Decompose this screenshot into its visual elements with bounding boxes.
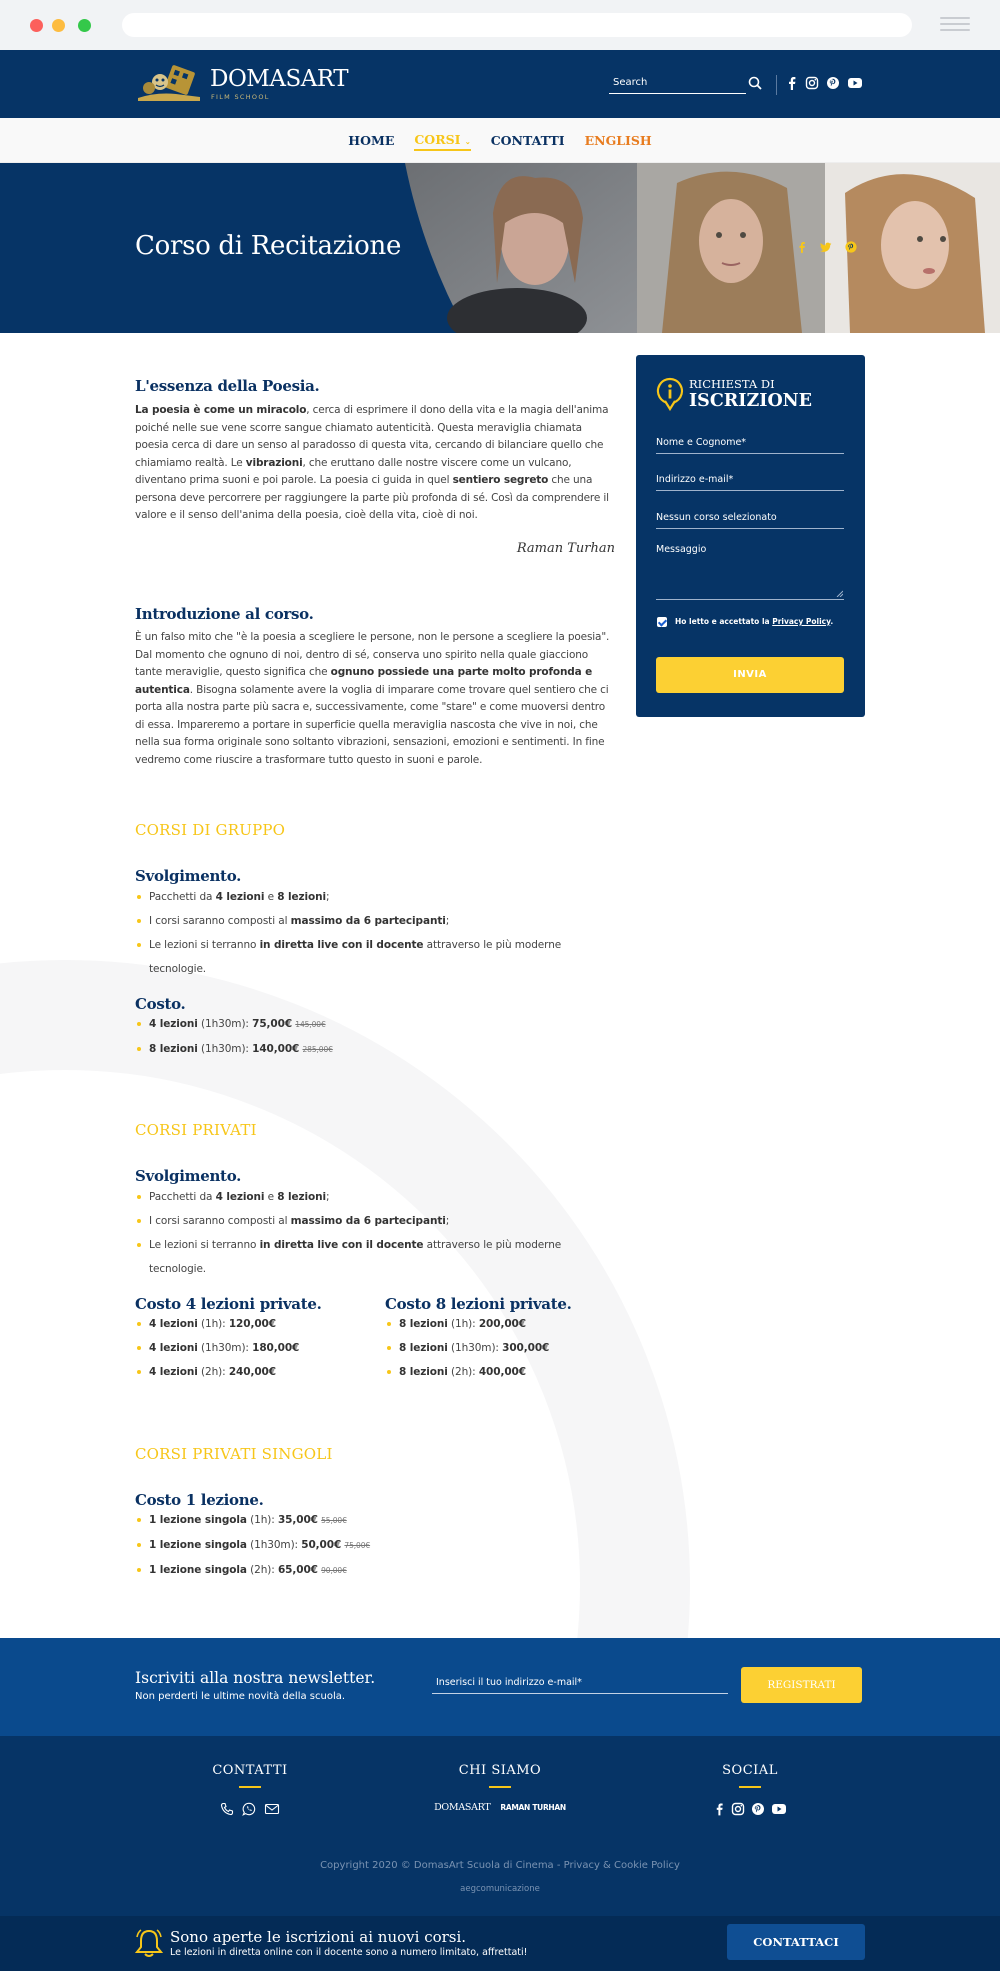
bold-text: ognuno possiede una parte molto profonda e autentica: [135, 666, 593, 696]
price-item: 1 lezione singola (1h): 35,00€ 55,00€: [135, 1508, 615, 1533]
maximize-window-dot[interactable]: [78, 19, 91, 32]
text: È un falso mito che "è la poesia a scegliere le persone, non le persone a scegliere la poesia". Dal momento che ognuno di noi, dentro di sé, conserva uno spirito nella quale giacciono tante meraviglie, questo significa che: [135, 631, 610, 678]
main-nav: [0, 118, 1000, 163]
credit-link[interactable]: aegcomunicazione: [460, 1884, 540, 1894]
newsletter-subtitle: Non perderti le ultime novità della scuola.: [135, 1691, 346, 1702]
bold-text: La poesia è come un miracolo: [135, 404, 307, 416]
heading-underline: [739, 1786, 761, 1788]
svolgimento-heading: Svolgimento.: [135, 867, 242, 885]
pinterest-icon[interactable]: [845, 241, 857, 253]
logo-subtitle: FILM SCHOOL: [211, 93, 270, 101]
form-title-small: RICHIESTA DI: [689, 377, 775, 391]
footer-heading: CONTATTI: [212, 1763, 288, 1778]
price-item: 1 lezione singola (1h30m): 50,00€ 75,00€: [135, 1533, 615, 1558]
text: , cerca di esprimere il dono della vita e la magia dell'anima poiché nelle sue vene scorre sangue chiamato autenticità. Questa meraviglia chiamata poesia cerca di dare un senso al paradosso di questa vita, cercando di bilanciare quello che chiamiamo realtà. Le: [135, 404, 609, 469]
list-item: Pacchetti da 4 lezioni e 8 lezioni;: [135, 885, 615, 909]
privacy-policy-link[interactable]: Privacy Policy: [772, 617, 831, 626]
single-prices-list: [135, 1508, 615, 1583]
hero-photo-1: [405, 163, 637, 333]
nav-item-english[interactable]: ENGLISH: [584, 133, 652, 148]
search-input[interactable]: Search: [609, 74, 746, 94]
privacy-label: [675, 617, 833, 626]
footer: [0, 1736, 1000, 1916]
hero-share: [797, 241, 857, 253]
section-heading: L'essenza della Poesia.: [135, 377, 320, 395]
submit-button[interactable]: INVIA: [656, 657, 844, 693]
nav-item-contatti[interactable]: CONTATTI: [490, 133, 565, 148]
minimize-window-dot[interactable]: [52, 19, 65, 32]
poetry-paragraph: [135, 402, 615, 525]
hero-banner: [0, 163, 1000, 333]
privacy-text: Ho letto e accettato la: [675, 617, 773, 626]
signature: Raman Turhan: [516, 540, 615, 556]
chevron-down-icon: ⌄: [464, 137, 471, 146]
name-field[interactable]: Nome e Cognome*: [656, 437, 844, 454]
bold-text: sentiero segreto: [452, 474, 549, 486]
price-item: 1 lezione singola (2h): 65,00€ 90,00€: [135, 1558, 615, 1583]
cta-subtitle: Le lezioni in diretta online con il docente sono a numero limitato, affrettati!: [170, 1947, 528, 1958]
footer-contatti: [150, 1763, 350, 1816]
price-item: 8 lezioni (1h30m): 140,00€ 285,00€: [135, 1037, 615, 1062]
message-field[interactable]: [656, 544, 844, 600]
address-bar[interactable]: [122, 13, 912, 37]
price-item: 8 lezioni (2h): 400,00€: [385, 1360, 615, 1384]
close-window-dot[interactable]: [30, 19, 43, 32]
section-heading: Introduzione al corso.: [135, 605, 314, 623]
course-select[interactable]: Nessun corso selezionato: [656, 512, 844, 529]
list-item: I corsi saranno composti al massimo da 6 partecipanti;: [135, 1209, 615, 1233]
costo-8-heading: Costo 8 lezioni private.: [385, 1295, 572, 1313]
private-details-list: [135, 1185, 615, 1281]
bold-text: vibrazioni: [245, 456, 303, 469]
heading-underline: [489, 1786, 511, 1788]
newsletter-title: Iscriviti alla nostra newsletter.: [135, 1669, 376, 1687]
price-item: 4 lezioni (1h30m): 180,00€: [135, 1336, 375, 1360]
raman-turhan-brand-link[interactable]: RAMAN TURHAN: [500, 1803, 566, 1812]
phone-icon[interactable]: [220, 1802, 234, 1816]
email-field[interactable]: Indirizzo e-mail*: [656, 474, 844, 491]
group-details-list: [135, 885, 615, 981]
page: [0, 50, 1000, 1971]
hero-photos: [405, 163, 1000, 333]
footer-chi-siamo: [400, 1763, 600, 1813]
price-item: 4 lezioni (1h30m): 75,00€ 145,00€: [135, 1012, 615, 1037]
text: che una persona deve percorrere per raggiungere la parte più profonda di sé. Così da comprendere il valore e il senso dell'anima della poesia, cioè della vita, cioè di noi.: [135, 474, 609, 521]
list-item: Le lezioni si terranno in diretta live con il docente attraverso le più moderne tecnologie.: [135, 1233, 615, 1281]
price-item: 8 lezioni (1h): 200,00€: [385, 1312, 615, 1336]
footer-heading: SOCIAL: [722, 1763, 778, 1778]
info-icon: [656, 377, 684, 411]
divider: [776, 75, 777, 95]
enrollment-cta-bar: [0, 1916, 1000, 1971]
costo-single-heading: Costo 1 lezione.: [135, 1491, 264, 1509]
price-item: 8 lezioni (1h30m): 300,00€: [385, 1336, 615, 1360]
logo[interactable]: [136, 64, 396, 104]
resize-handle-icon[interactable]: [836, 590, 843, 597]
list-item: I corsi saranno composti al massimo da 6 partecipanti;: [135, 909, 615, 933]
section-title-group: CORSI DI GRUPPO: [135, 821, 286, 839]
costo-4-heading: Costo 4 lezioni private.: [135, 1295, 322, 1313]
footer-social: [650, 1763, 850, 1816]
mail-icon[interactable]: [264, 1802, 280, 1816]
browser-chrome: [0, 0, 1000, 50]
copyright: Copyright 2020 © DomasArt Scuola di Cinema - Privacy & Cookie Policy: [320, 1860, 680, 1871]
pinterest-icon[interactable]: [826, 76, 840, 90]
text: , che eruttano dalle nostre viscere come un vulcano, diventano prima suoni e poi parole. La poesia ci guida in quel: [135, 456, 572, 486]
group-prices-list: [135, 1012, 615, 1062]
newsletter-email-input[interactable]: Inserisci il tuo indirizzo e-mail*: [432, 1668, 728, 1694]
logo-name: DOMASART: [210, 66, 349, 92]
course-intro-section: [135, 605, 615, 769]
poetry-section: [135, 377, 615, 556]
section-title-private: CORSI PRIVATI: [135, 1121, 257, 1139]
message-placeholder: Messaggio: [656, 544, 707, 555]
instagram-icon[interactable]: [805, 76, 819, 90]
private-4-prices-list: [135, 1312, 375, 1384]
header-social: [786, 76, 863, 90]
nav-item-corsi[interactable]: [414, 130, 470, 151]
domasart-brand-link[interactable]: DOMASART: [434, 1802, 491, 1813]
price-item: 4 lezioni (2h): 240,00€: [135, 1360, 375, 1384]
newsletter-bar: [0, 1638, 1000, 1736]
heading-underline: [239, 1786, 261, 1788]
youtube-icon[interactable]: [847, 76, 863, 90]
section-title-single: CORSI PRIVATI SINGOLI: [135, 1445, 333, 1463]
text: . Bisogna solamente avere la voglia di imparare come trovare quel sentiero che ci porta alla nostra parte più sacra e, successivamente, come "stare" e come muoversi dentro di essa. Impareremo a portare in superficie quella meraviglia nascosta che vive in noi, che nella sua forma originale sono soltanto vibrazioni, sensazioni, emozioni e sentimenti. In fine vedremo come riuscire a trasformare tutto questo in suoni e parole.: [135, 683, 609, 766]
nav-item-corsi-label: CORSI: [414, 132, 461, 147]
enrollment-form: [636, 355, 865, 717]
svolgimento-heading: Svolgimento.: [135, 1167, 242, 1185]
privacy-checkbox[interactable]: [657, 617, 667, 627]
search-icon[interactable]: [748, 76, 762, 90]
footer-heading: CHI SIAMO: [458, 1763, 542, 1778]
browser-menu-icon[interactable]: [940, 17, 970, 35]
film-reel-icon: [136, 64, 202, 104]
cta-title: Sono aperte le iscrizioni ai nuovi corsi.: [170, 1928, 467, 1946]
top-bar: [0, 50, 1000, 118]
private-8-prices-list: [385, 1312, 615, 1384]
contact-us-button[interactable]: CONTATTACI: [727, 1924, 865, 1960]
facebook-icon[interactable]: [797, 241, 807, 253]
twitter-icon[interactable]: [820, 241, 832, 253]
facebook-icon[interactable]: [786, 76, 798, 90]
bell-icon: [135, 1928, 163, 1958]
form-title: ISCRIZIONE: [689, 391, 813, 411]
youtube-icon[interactable]: [771, 1802, 787, 1816]
instagram-icon[interactable]: [731, 1802, 745, 1816]
page-title: Corso di Recitazione: [135, 231, 402, 261]
register-button[interactable]: REGISTRATI: [741, 1667, 862, 1703]
nav-item-home[interactable]: HOME: [348, 133, 395, 148]
facebook-icon[interactable]: [714, 1802, 725, 1816]
privacy-text-end: .: [830, 617, 834, 626]
pinterest-icon[interactable]: [751, 1802, 765, 1816]
course-intro-paragraph: [135, 629, 615, 769]
list-item: Pacchetti da 4 lezioni e 8 lezioni;: [135, 1185, 615, 1209]
price-item: 4 lezioni (1h): 120,00€: [135, 1312, 375, 1336]
costo-heading: Costo.: [135, 995, 186, 1013]
whatsapp-icon[interactable]: [242, 1802, 256, 1816]
list-item: Le lezioni si terranno in diretta live con il docente attraverso le più moderne tecnologie.: [135, 933, 615, 981]
